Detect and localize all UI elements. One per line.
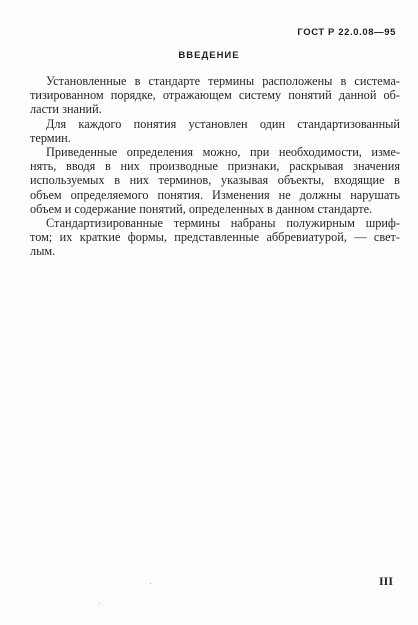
scan-speck [99, 603, 100, 604]
text-line: объем определяемого понятия. Изменения не должны нарушать [30, 187, 400, 202]
scan-speck [150, 583, 151, 584]
text-line: объем и содержание понятий, определенных в данном стандарте. [30, 201, 373, 216]
text-line: тизированном порядке, отражающем систему понятий данной об- [30, 88, 400, 103]
text-line: Стандартизированные термины набраны полужирным шриф- [46, 216, 400, 231]
page-number: III [378, 574, 393, 588]
text-line: Установленные в стандарте термины расположены в система- [46, 74, 400, 88]
text-line: том; их краткие формы, представленные аббревиатурой, — свет- [30, 230, 400, 245]
text-line: лым. [30, 244, 56, 259]
introduction-text [30, 74, 400, 259]
standard-designation: ГОСТ Р 22.0.08—95 [297, 27, 396, 38]
text-line: термин. [30, 130, 71, 145]
text-line: Для каждого понятия установлен один стандартизованный [46, 116, 400, 131]
text-line: нять, вводя в них производные признаки, раскрывая значения [30, 159, 400, 174]
text-line: Приведенные определения можно, при необходимости, изме- [46, 145, 400, 160]
section-title: ВВЕДЕНИЕ [178, 50, 240, 61]
text-line: используемых в них терминов, указывая объекты, входящие в [30, 173, 400, 188]
text-line: ласти знаний. [30, 102, 102, 117]
